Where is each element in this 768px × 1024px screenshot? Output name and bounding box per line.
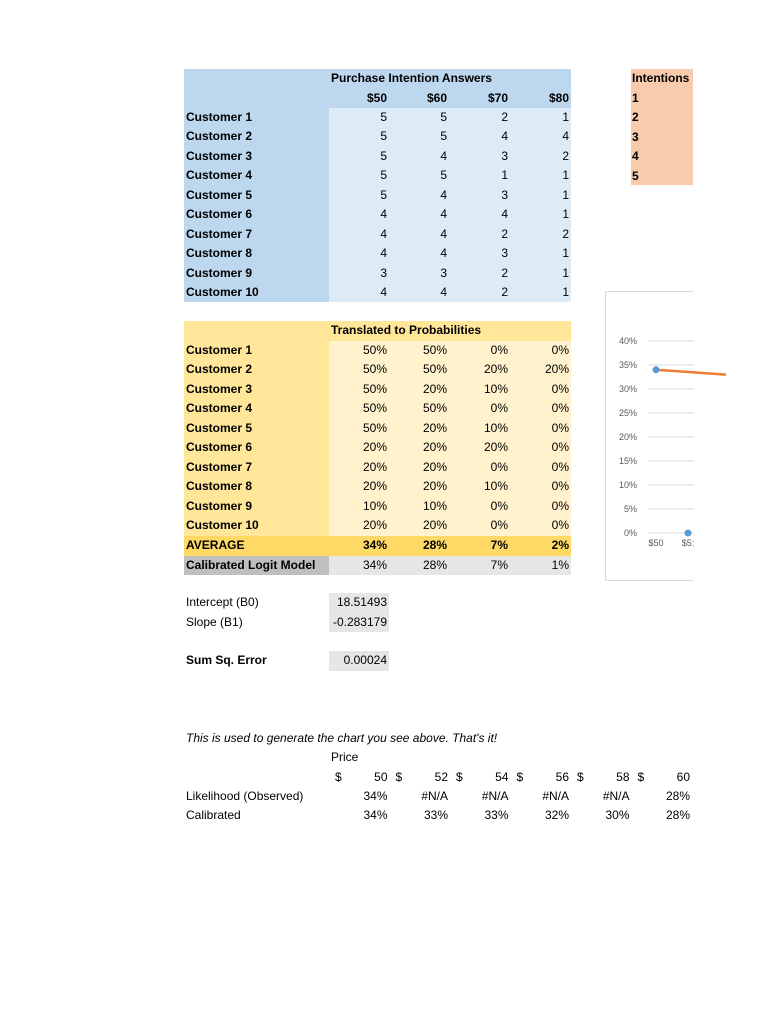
x-tick-label: $5:	[681, 538, 695, 548]
purchase-intention-table	[184, 69, 571, 302]
intercept-value: 18.51493	[329, 593, 389, 613]
y-tick-label: 15%	[618, 456, 637, 466]
intention-item: 1	[632, 90, 639, 105]
table2-row	[184, 458, 571, 478]
observed-value: 28%	[665, 789, 690, 803]
currency-symbol: $	[335, 769, 342, 784]
intention-value: 3	[380, 265, 387, 280]
y-tick-label: 25%	[618, 408, 637, 418]
intention-value: 3	[440, 265, 447, 280]
customer-label: Customer 4	[186, 401, 253, 416]
chart-source-table	[184, 748, 693, 828]
probability-value: 20%	[422, 440, 447, 455]
probability-value: 10%	[422, 498, 447, 513]
customer-label: Customer 1	[186, 110, 253, 124]
probability-value: 0%	[551, 342, 569, 357]
model-parameters	[184, 593, 394, 673]
customer-label: Customer 2	[186, 362, 253, 377]
calibrated-value: 28%	[665, 808, 690, 822]
sse-label: Sum Sq. Error	[186, 653, 267, 667]
table2-row	[184, 438, 571, 458]
intention-value: 1	[501, 168, 508, 183]
slope-label: Slope (B1)	[186, 614, 243, 629]
probability-value: 20%	[483, 440, 508, 455]
probability-value: 20%	[422, 381, 447, 396]
y-tick-label: 0%	[623, 528, 637, 538]
currency-symbol: $	[516, 769, 524, 784]
calibrated-value: 34%	[363, 808, 388, 822]
customer-label: Customer 5	[186, 187, 253, 202]
probability-value: 0%	[490, 498, 508, 513]
probability-value: 50%	[422, 362, 447, 377]
probability-value: 0%	[490, 518, 508, 533]
probability-value: 20%	[362, 459, 387, 474]
currency-symbol: $	[456, 769, 463, 784]
price-header: $70	[487, 90, 508, 105]
table2-row	[184, 399, 571, 419]
intention-value: 4	[562, 129, 569, 144]
price-value: 54	[495, 769, 509, 784]
observed-value: #N/A	[542, 789, 569, 803]
table1-title: Purchase Intention Answers	[331, 71, 492, 85]
table2-title-row	[184, 321, 571, 341]
intention-value: 5	[440, 168, 447, 183]
customer-label: Customer 10	[186, 285, 259, 300]
calibrated-value: 33%	[423, 808, 448, 822]
x-tick-label: $50	[648, 538, 664, 548]
intention-item: 2	[632, 110, 639, 124]
intention-value: 4	[440, 187, 447, 202]
intention-value: 4	[440, 226, 447, 241]
intention-value: 4	[501, 207, 508, 222]
table1-row	[184, 264, 571, 284]
y-tick-label: 30%	[618, 384, 637, 394]
intention-value: 2	[562, 226, 569, 241]
table1-row	[184, 108, 571, 128]
probability-value: 50%	[422, 342, 447, 357]
probability-table	[184, 321, 571, 575]
y-tick-label: 5%	[623, 504, 637, 514]
probability-value: 0%	[551, 459, 569, 474]
y-tick-label: 10%	[618, 480, 637, 490]
probability-value: 10%	[483, 479, 508, 494]
slope-value: -0.283179	[329, 613, 389, 633]
calibrated-label: Calibrated Logit Model	[186, 558, 316, 572]
intention-value: 2	[501, 285, 508, 300]
probability-value: 50%	[362, 342, 387, 357]
calibrated-series-line	[656, 370, 726, 375]
intention-value: 1	[562, 265, 569, 280]
probability-value: 0%	[490, 342, 508, 357]
table1-price-header-row	[184, 89, 571, 109]
price-value: 56	[555, 769, 569, 784]
intention-value: 1	[562, 246, 569, 261]
intention-value: 5	[380, 148, 387, 163]
price-header: $50	[366, 90, 387, 105]
currency-symbol: $	[395, 769, 403, 784]
customer-label: Customer 6	[186, 207, 253, 222]
price-value: 60	[676, 769, 690, 784]
probability-value: 0%	[490, 401, 508, 416]
customer-label: Customer 3	[186, 381, 253, 396]
intention-value: 4	[380, 226, 387, 241]
currency-symbol: $	[637, 769, 645, 784]
intention-value: 1	[562, 110, 569, 124]
calibrated-row-label: Calibrated	[186, 808, 241, 822]
customer-label: Customer 8	[186, 246, 253, 261]
intention-value: 4	[380, 285, 387, 300]
probability-value: 0%	[551, 381, 569, 396]
observed-value: #N/A	[602, 789, 630, 803]
intention-value: 3	[501, 246, 508, 261]
calibrated-value: 30%	[605, 808, 630, 822]
calibrated-row	[184, 556, 571, 576]
intention-value: 4	[440, 148, 447, 163]
intentions-header: Intentions	[632, 71, 690, 85]
probability-value: 50%	[362, 362, 387, 377]
customer-label: Customer 1	[186, 342, 253, 357]
probability-value: 50%	[362, 381, 387, 396]
intention-value: 4	[440, 207, 447, 222]
price-header: $80	[548, 90, 569, 105]
intention-value: 1	[562, 168, 569, 183]
intentions-legend	[631, 69, 693, 185]
probability-value: 0%	[551, 479, 569, 494]
table1-row	[184, 127, 571, 147]
intercept-label: Intercept (B0)	[186, 595, 259, 609]
y-tick-label: 40%	[618, 336, 637, 346]
price-header: $60	[426, 90, 447, 105]
customer-label: Customer 8	[186, 479, 253, 494]
probability-value: 20%	[422, 420, 447, 435]
observed-point	[653, 366, 660, 373]
average-value: 34%	[362, 538, 387, 552]
intention-value: 3	[501, 187, 508, 202]
customer-label: Customer 9	[186, 265, 253, 280]
intention-value: 5	[380, 168, 387, 183]
intention-item: 4	[632, 149, 639, 163]
table2-row	[184, 477, 571, 497]
average-value: 28%	[422, 538, 447, 552]
intention-value: 4	[380, 246, 387, 261]
intention-value: 2	[501, 265, 508, 280]
table2-row	[184, 419, 571, 439]
intention-value: 4	[440, 285, 447, 300]
probability-value: 0%	[551, 440, 569, 455]
probability-value: 20%	[544, 362, 569, 377]
table2-title: Translated to Probabilities	[331, 323, 482, 337]
probability-value: 20%	[483, 362, 508, 377]
intention-value: 5	[440, 110, 447, 124]
intention-value: 5	[380, 187, 387, 202]
intention-item: 3	[632, 129, 639, 144]
price-value: 50	[374, 769, 388, 784]
intention-value: 4	[380, 207, 387, 222]
chart-note: This is used to generate the chart you see above. That's it!	[186, 731, 498, 745]
probability-value: 0%	[490, 459, 508, 474]
sse-value: 0.00024	[329, 651, 389, 671]
customer-label: Customer 9	[186, 498, 253, 513]
probability-value: 50%	[422, 401, 447, 416]
observed-value: #N/A	[421, 789, 448, 803]
table2-row	[184, 360, 571, 380]
price-value: 52	[434, 769, 448, 784]
intention-value: 5	[440, 129, 447, 144]
calibrated-value: 1%	[551, 558, 569, 572]
observed-point	[685, 530, 692, 537]
customer-label: Customer 7	[186, 226, 253, 241]
y-tick-label: 20%	[618, 432, 637, 442]
intention-value: 2	[562, 148, 569, 163]
probability-value: 0%	[551, 518, 569, 533]
observed-value: #N/A	[481, 789, 509, 803]
probability-value: 20%	[362, 479, 387, 494]
calibrated-value: 28%	[422, 558, 447, 572]
intention-value: 3	[501, 148, 508, 163]
intention-value: 2	[501, 226, 508, 241]
average-row	[184, 536, 571, 556]
probability-value: 0%	[551, 498, 569, 513]
probability-value: 0%	[551, 401, 569, 416]
customer-label: Customer 10	[186, 518, 259, 533]
table2-row	[184, 516, 571, 536]
price-label: Price	[331, 750, 359, 764]
probability-value: 20%	[362, 518, 387, 533]
calibrated-value: 33%	[484, 808, 509, 822]
table1-row	[184, 225, 571, 245]
chart-svg	[606, 292, 694, 582]
table1-row	[184, 166, 571, 186]
customer-label: Customer 6	[186, 440, 253, 455]
probability-value: 10%	[483, 420, 508, 435]
intention-value: 5	[380, 110, 387, 124]
probability-value: 20%	[422, 459, 447, 474]
intention-item: 5	[632, 168, 639, 183]
table2-row	[184, 497, 571, 517]
calibrated-value: 7%	[490, 558, 508, 572]
table1-title-row	[184, 69, 571, 89]
price-value: 58	[616, 769, 630, 784]
currency-symbol: $	[577, 769, 584, 784]
observed-value: 34%	[363, 789, 388, 803]
intention-value: 1	[562, 285, 569, 300]
customer-label: Customer 7	[186, 459, 253, 474]
customer-label: Customer 2	[186, 129, 253, 144]
calibrated-value: 34%	[362, 558, 387, 572]
probability-value: 20%	[422, 518, 447, 533]
customer-label: Customer 4	[186, 168, 253, 183]
average-label: AVERAGE	[186, 538, 245, 552]
probability-value: 20%	[422, 479, 447, 494]
table1-row	[184, 244, 571, 264]
intention-value: 1	[562, 207, 569, 222]
intention-value: 4	[501, 129, 508, 144]
y-tick-label: 35%	[618, 360, 637, 370]
intention-value: 2	[501, 110, 508, 124]
average-value: 2%	[551, 538, 569, 552]
intention-value: 5	[380, 129, 387, 144]
probability-value: 10%	[483, 381, 508, 396]
table1-row	[184, 186, 571, 206]
customer-label: Customer 3	[186, 148, 253, 163]
probability-value: 20%	[362, 440, 387, 455]
table1-row	[184, 147, 571, 167]
intention-value: 4	[440, 246, 447, 261]
calibrated-value: 32%	[544, 808, 569, 822]
chart-area[interactable]	[605, 291, 693, 581]
table2-row	[184, 380, 571, 400]
table2-row	[184, 341, 571, 361]
intention-value: 1	[562, 187, 569, 202]
customer-label: Customer 5	[186, 420, 253, 435]
probability-value: 0%	[551, 420, 569, 435]
probability-value: 50%	[362, 420, 387, 435]
average-value: 7%	[490, 538, 508, 552]
table1-row	[184, 283, 571, 303]
probability-value: 10%	[362, 498, 387, 513]
probability-value: 50%	[362, 401, 387, 416]
table1-row	[184, 205, 571, 225]
observed-label: Likelihood (Observed)	[186, 789, 304, 803]
